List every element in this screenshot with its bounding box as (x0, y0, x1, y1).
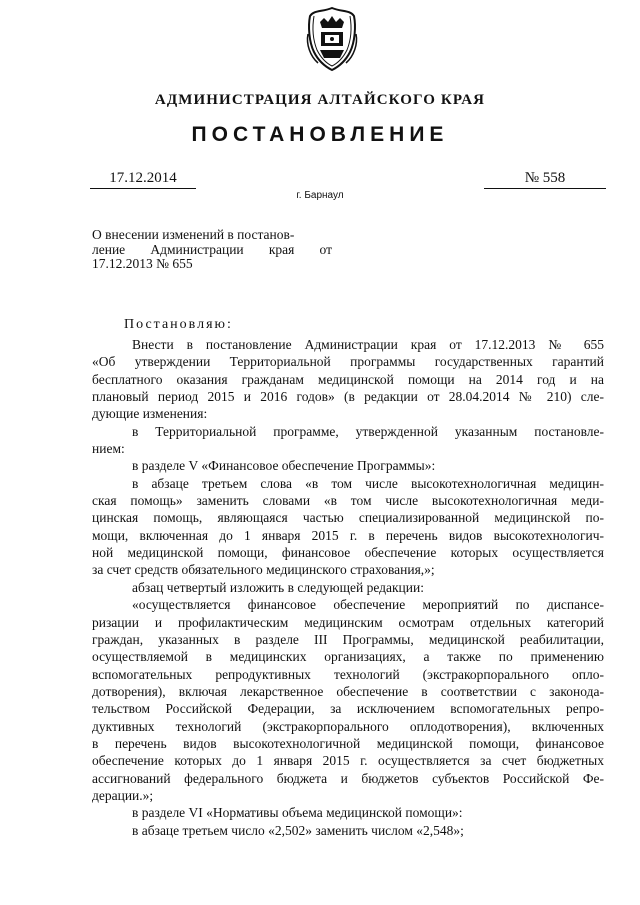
body-line: «Об утверждении Территориальной программы государственных гарантий (92, 354, 604, 370)
subject-word: от (319, 241, 332, 257)
body-line: в абзаце третьем число «2,502» заменить числом «2,548»; (132, 822, 464, 838)
subject-line: О внесении изменений в постанов- (92, 227, 295, 242)
city-label: г. Барнаул (296, 190, 344, 201)
body-line: ассигнований федерального бюджета и бюджетов субъектов Российской Фе- (92, 770, 604, 786)
organization-title: АДМИНИСТРАЦИЯ АЛТАЙСКОГО КРАЯ (154, 92, 486, 108)
document-body (92, 336, 604, 839)
body-line: вспомогательных репродуктивных технологий (экстракорпорального опло- (92, 666, 604, 682)
body-line: ризации и профилактическим медицинским осмотрам отдельных категорий (92, 614, 604, 630)
document-number: № 558 (484, 170, 606, 189)
body-line: цинская помощь, являющаяся частью специализированной медицинской по- (92, 510, 604, 526)
body-line: дерации.»; (92, 787, 154, 803)
body-line: абзац четвертый изложить в следующей редакции: (132, 579, 424, 595)
subject-word: края (268, 241, 295, 257)
subject-word: Администрации (150, 241, 244, 257)
subject-line: 17.12.2013 № 655 (92, 256, 193, 271)
body-line: плановый период 2015 и 2016 годов» (в редакции от 28.04.2014 № 210) сле- (92, 389, 604, 405)
coat-of-arms-icon (304, 6, 360, 72)
body-line: граждан, указанных в разделе III Программы, медицинской реабилитации, (92, 631, 604, 647)
body-line: осуществляемой в медицинских организациях, а также по применению (92, 649, 604, 665)
body-line: в разделе VI «Нормативы объема медицинской помощи»: (132, 805, 463, 821)
body-line: ская помощь» заменить словами «в том числе высокотехнологичная меди- (92, 493, 604, 509)
body-line: Внести в постановление Администрации края от 17.12.2013 № 655 (132, 337, 604, 352)
preamble-decree-word: Постановляю: (124, 317, 233, 332)
document-subject (92, 228, 332, 272)
body-line: в абзаце третьем слова «в том числе высокотехнологичная медицин- (132, 475, 604, 491)
document-type-title: ПОСТАНОВЛЕНИЕ (191, 123, 449, 146)
body-line: обеспечение которых до 1 января 2015 г. осуществляется за счет бюджетных (92, 753, 604, 769)
subject-line (92, 243, 332, 258)
body-line: ной медицинской помощи, финансовое обеспечение которых осуществляется (92, 545, 604, 561)
body-line: дотворения), включая лекарственное обеспечение в соответствии с законода- (92, 683, 604, 699)
body-line: в разделе V «Финансовое обеспечение Программы»: (132, 458, 436, 474)
body-line: в Территориальной программе, утвержденной указанным постановле- (132, 423, 604, 439)
body-line: тельством Российской Федерации, за исключением вспомогательных репро- (92, 701, 604, 717)
body-line: дующие изменения: (92, 406, 208, 422)
body-line: за счет средств обязательного медицинского страхования,»; (92, 562, 435, 578)
document-date: 17.12.2014 (90, 170, 196, 189)
body-line: бесплатного оказания гражданам медицинской помощи на 2014 год и на (92, 371, 604, 387)
body-line: нием: (92, 441, 125, 457)
body-line: «осуществляется финансовое обеспечение мероприятий по диспансе- (132, 597, 604, 613)
body-line: дуктивных технологий (экстракорпорального оплодотворения), включенных (92, 718, 604, 734)
subject-word: ление (92, 241, 126, 257)
body-line: мощи, включенная до 1 января 2015 г. в перечень видов высокотехнологич- (92, 527, 604, 543)
body-line: в перечень видов высокотехнологичной медицинской помощи, финансовое (92, 735, 604, 751)
